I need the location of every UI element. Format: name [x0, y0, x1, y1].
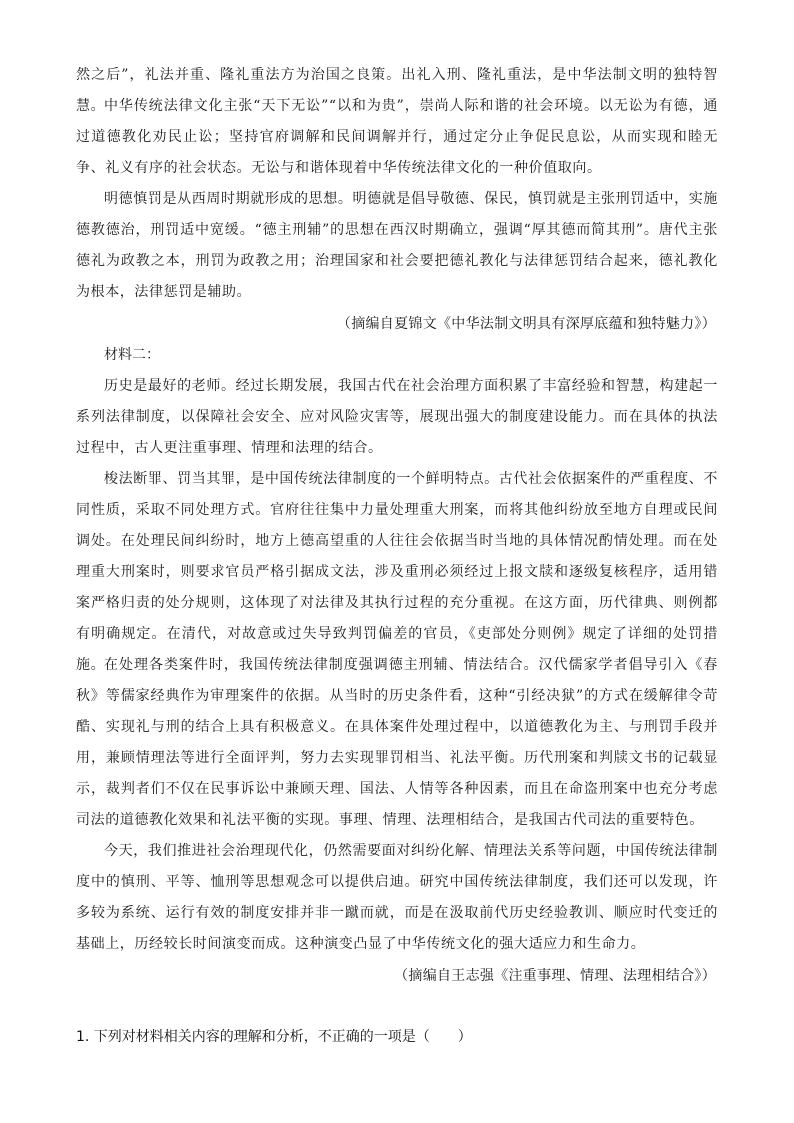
material-two-label: 材料二：	[104, 347, 160, 363]
paragraph-punishment-fits-crime: 梭法断罪、罚当其罪，是中国传统法律制度的一个鲜明特点。古代社会依据案件的严重程度、不同性质，采取不同处理方式。官府往往集中力量处理重大刑案，而将其他纠纷放至地方自理或民间调处。在处理民间纠纷时，地方上德高望重的人往往会依据当时当地的具体情况酌情处理。而在处理重大刑案时，则要求官员严格引据成文法，涉及重刑必须经过上报文牍和逐级复核程序，适用错案严格归责的处分规则，这体现了对法律及其执行过程的充分重视。在这方面，历代律典、则例都有明确规定。在清代，对故意或过失导致判罚偏差的官员，《吏部处分则例》规定了详细的处罚措施。	[76, 471, 718, 673]
source-citation-1: （摘编自夏锦文《中华法制文明具有深厚底蕴和独特魅力》）	[336, 316, 716, 332]
paragraph-virtue-punishment: 明德慎罚是从西周时期就形成的思想。明德就是倡导敬德、保民，慎罚就是主张刑罚适中，实施德教德治，刑罚适中宽缓。“德主刑辅”的思想在西汉时期确立，强调“厚其德而简其刑”。唐代主张德礼为政教之本，刑罚为政教之用；治理国家和社会要把德礼教化与法律惩罚结合起来，德礼教化为根本，法律惩罚是辅助。	[76, 191, 718, 300]
paragraph-virtue-and-law: 在处理各类案件时，我国传统法律制度强调德主刑辅、情法结合。汉代儒家学者倡导引入《春秋》等儒家经典作为审理案件的依据。从当时的历史条件看，这种“引经决狱”的方式在缓解律令苛酷、实现礼与刑的结合上具有积极意义。在具体案件处理过程中，以道德教化为主、与刑罚手段并用，兼顾情理法等进行全面评判，努力去实现罪罚相当、礼法平衡。历代刑案和判牍文书的记载显示，裁判者们不仅在民事诉讼中兼顾天理、国法、人情等各种因素，而且在命盗刑案中也充分考虑司法的道德教化效果和礼法平衡的实现。事理、情理、法理相结合，是我国古代司法的重要特色。	[76, 657, 718, 828]
source-citation-2: （摘编自王志强《注重事理、情理、法理相结合》）	[394, 968, 716, 984]
paragraph-continuation: 然之后”，礼法并重、隆礼重法方为治国之良策。出礼入刑、隆礼重法，是中华法制文明的独特智慧。	[76, 67, 718, 114]
question-1: 1. 下列对材料相关内容的理解和分析，不正确的一项是（ ）	[76, 1029, 472, 1045]
paragraph-history-teacher: 历史是最好的老师。经过长期发展，我国古代在社会治理方面积累了丰富经验和智慧，构建起一系列法律制度，以保障社会安全、应对风险灾害等，展现出强大的制度建设能力。而在具体的执法过程中，古人更注重事理、情理和法理的结合。	[76, 378, 718, 456]
paragraph-modern-governance: 今天，我们推进社会治理现代化，仍然需要面对纠纷化解、情理法关系等问题，中国传统法律制度中的慎刑、平等、恤刑等思想观念可以提供启迪。研究中国传统法律制度，我们还可以发现，许多较为系统、运行有效的制度安排并非一蹴而就，而是在汲取前代历史经验教训、顺应时代变迁的基础上，历经较长时间演变而成。这种演变凸显了中华传统文化的强大适应力和生命力。	[76, 843, 718, 952]
paragraph-no-litigation: 中华传统法律文化主张“天下无讼”“以和为贵”，崇尚人际和谐的社会环境。以无讼为有德，通过道德教化劝民止讼；坚持官府调解和民间调解并行，通过定分止争促民息讼，从而实现和睦无争、礼义有序的社会状态。无讼与和谐体现着中华传统法律文化的一种价值取向。	[76, 98, 718, 176]
